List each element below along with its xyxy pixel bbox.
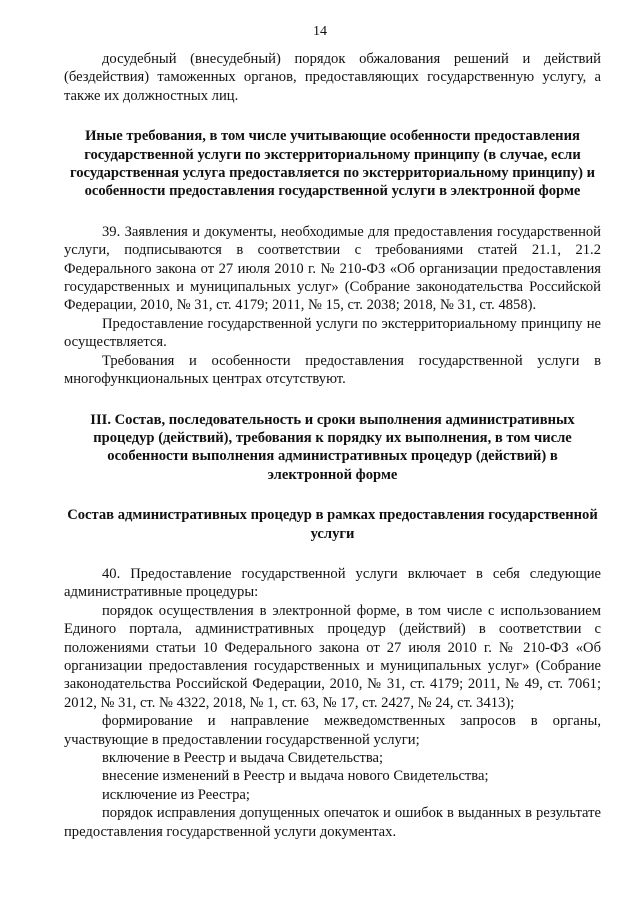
procedure-item-electronic: порядок осуществления в электронной форме, в том числе с использованием Единого портала, административных процедур (действий) в соответствии с положениями статьи 10 Федерального закона от 27 июля 2010 г. № 210-ФЗ «Об организации предоставления государственных и муниципальных услуг» (Собрание законодательства Российской Федерации, 2010, № 31, ст. 4179; 2011, № 49, ст. 7061; 2012, № 31, ст. № 4322, 2018, № 1, ст. 63, № 17, ст. 2427, № 24, ст. 3413);: [64, 602, 601, 711]
heading-composition: Состав административных процедур в рамках предоставления государственной услуги: [67, 507, 598, 542]
heading-extraterritorial: Иные требования, в том числе учитывающие особенности предоставления государственной услуги по экстерриториальному принципу (в случае, если государственная услуга предоставляется по экстерриториальному принципу) и особенности предоставления государственной услуги в электронной форме: [70, 128, 595, 200]
heading-section-3: III. Состав, последовательность и сроки выполнения административных процедур (действий), требования к порядку их выполнения, в том числе особенности выполнения административных процедур (действий) в электронной форме: [90, 411, 575, 483]
document-body: [64, 50, 601, 841]
paragraph-39: 39. Заявления и документы, необходимые для предоставления государственной услуги, подписываются в соответствии с требованиями статей 21.1, 21.2 Федерального закона от 27 июля 2010 г. № 210-ФЗ «Об организации предоставления государственных и муниципальных услуг» (Собрание законодательства Российской Федерации, 2010, № 31, ст. 4179; 2011, № 15, ст. 2038; 2018, № 31, ст. 4858).: [64, 223, 601, 314]
procedure-item-registry-inclusion: включение в Реестр и выдача Свидетельства;: [102, 750, 384, 766]
procedure-item-registry-changes: внесение изменений в Реестр и выдача нового Свидетельства;: [102, 768, 489, 785]
procedure-item-registry-exclusion: исключение из Реестра;: [102, 786, 250, 803]
procedure-item-requests: формирование и направление межведомственных запросов в органы, участвующие в предоставлении государственной услуги;: [64, 713, 601, 748]
paragraph-mfc: Требования и особенности предоставления государственной услуги в многофункциональных центрах отсутствуют.: [64, 352, 601, 388]
paragraph-40: 40. Предоставление государственной услуги включает в себя следующие административные процедуры:: [64, 565, 601, 601]
procedure-item-corrections: порядок исправления допущенных опечаток и ошибок в выданных в результате предоставления государственной услуги документах.: [64, 805, 601, 840]
intro-paragraph: досудебный (внесудебный) порядок обжалования решений и действий (бездействия) таможенных органов, предоставляющих государственную услугу, а также их должностных лиц.: [64, 51, 601, 104]
paragraph-extraterritorial: Предоставление государственной услуги по экстерриториальному принципу не осуществляется.: [64, 315, 601, 351]
page-number: 14: [313, 24, 327, 39]
